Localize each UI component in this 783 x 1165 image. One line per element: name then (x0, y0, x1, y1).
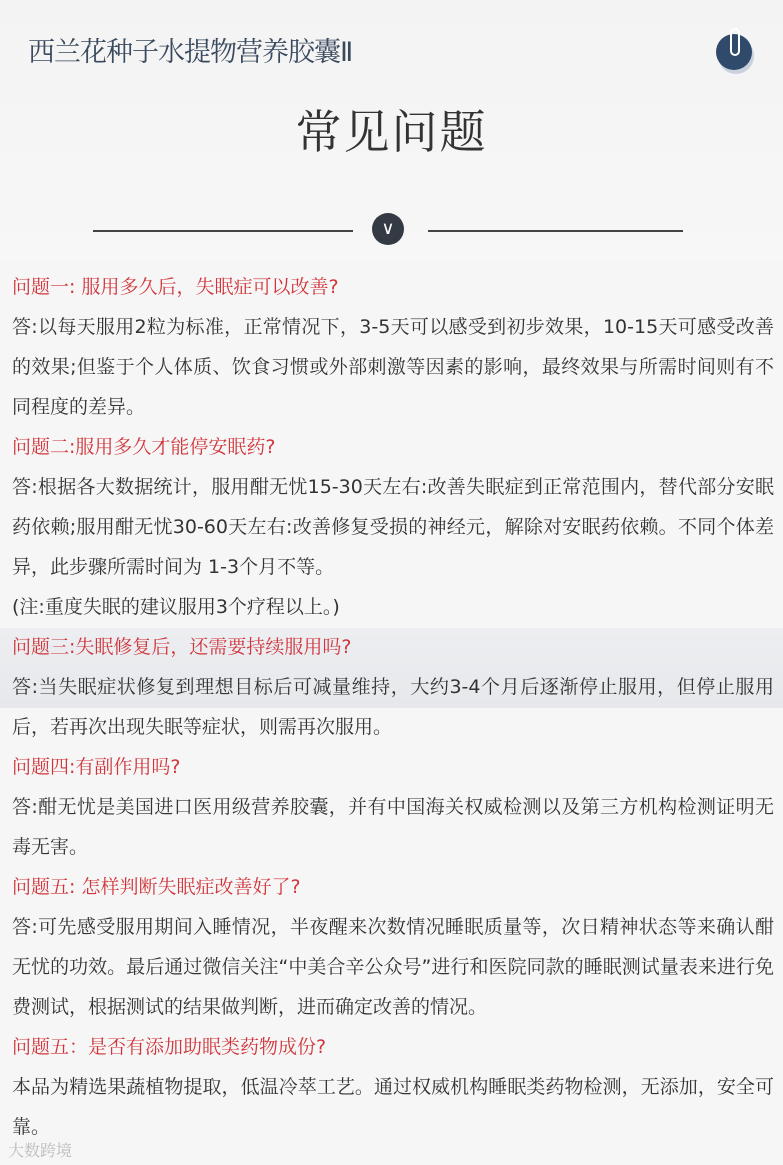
page-title: 常见问题 (295, 105, 488, 159)
faq-answer: 答:可先感受服用期间入睡情况，半夜醒来次数情况睡眠质量等，次日精神状态等来确认酣无忧的功效。最后通过微信关注“中美合辛公众号”进行和医院同款的睡眠测试量表来进行免费测试，根据测试的结果做判断，进而确定改善的情况。 (12, 916, 774, 1018)
faq-question: 问题四:有副作用吗? (12, 756, 181, 778)
faq-list (12, 267, 774, 1147)
faq-question: 问题二:服用多久才能停安眠药? (12, 436, 276, 458)
faq-answer: 答:酣无忧是美国进口医用级营养胶囊，并有中国海关权威检测以及第三方机构检测证明无毒无害。 (12, 796, 774, 858)
product-name: 西兰花种子水提物营养胶囊Ⅱ (28, 37, 353, 68)
faq-question: 问题三:失眠修复后，还需要持续服用吗? (12, 636, 352, 658)
faq-answer: 答:根据各大数据统计，服用酣无忧15-30天左右:改善失眠症到正常范围内，替代部分安眠药依赖;服用酣无忧30-60天左右:改善修复受损的神经元，解除对安眠药依赖。不同个体差异，此步骤所需时间为 1-3个月不等。 (12, 476, 774, 578)
faq-note: (注:重度失眠的建议服用3个疗程以上。) (12, 596, 340, 618)
watermark: 大数跨境 (8, 1141, 73, 1160)
faq-question: 问题五：是否有添加助眠类药物成份? (12, 1036, 327, 1058)
divider (93, 230, 353, 232)
faq-question: 问题一: 服用多久后，失眠症可以改善? (12, 276, 339, 298)
faq-answer: 本品为精选果蔬植物提取，低温冷萃工艺。通过权威机构睡眠类药物检测，无添加，安全可靠。 (12, 1076, 774, 1138)
faq-question: 问题五: 怎样判断失眠症改善好了? (12, 876, 301, 898)
faq-answer: 答:当失眠症状修复到理想目标后可减量维持，大约3-4个月后逐渐停止服用，但停止服用后，若再次出现失眠等症状，则需再次服用。 (12, 676, 774, 738)
paperclip-icon (716, 34, 752, 70)
faq-answer: 答:以每天服用2粒为标准，正常情况下，3-5天可以感受到初步效果，10-15天可感受改善的效果;但鉴于个人体质、饮食习惯或外部刺激等因素的影响，最终效果与所需时间则有不同程度的差异。 (12, 316, 774, 418)
header (0, 0, 783, 260)
divider (428, 230, 683, 232)
chevron-down-icon[interactable]: ∨ (372, 213, 404, 245)
